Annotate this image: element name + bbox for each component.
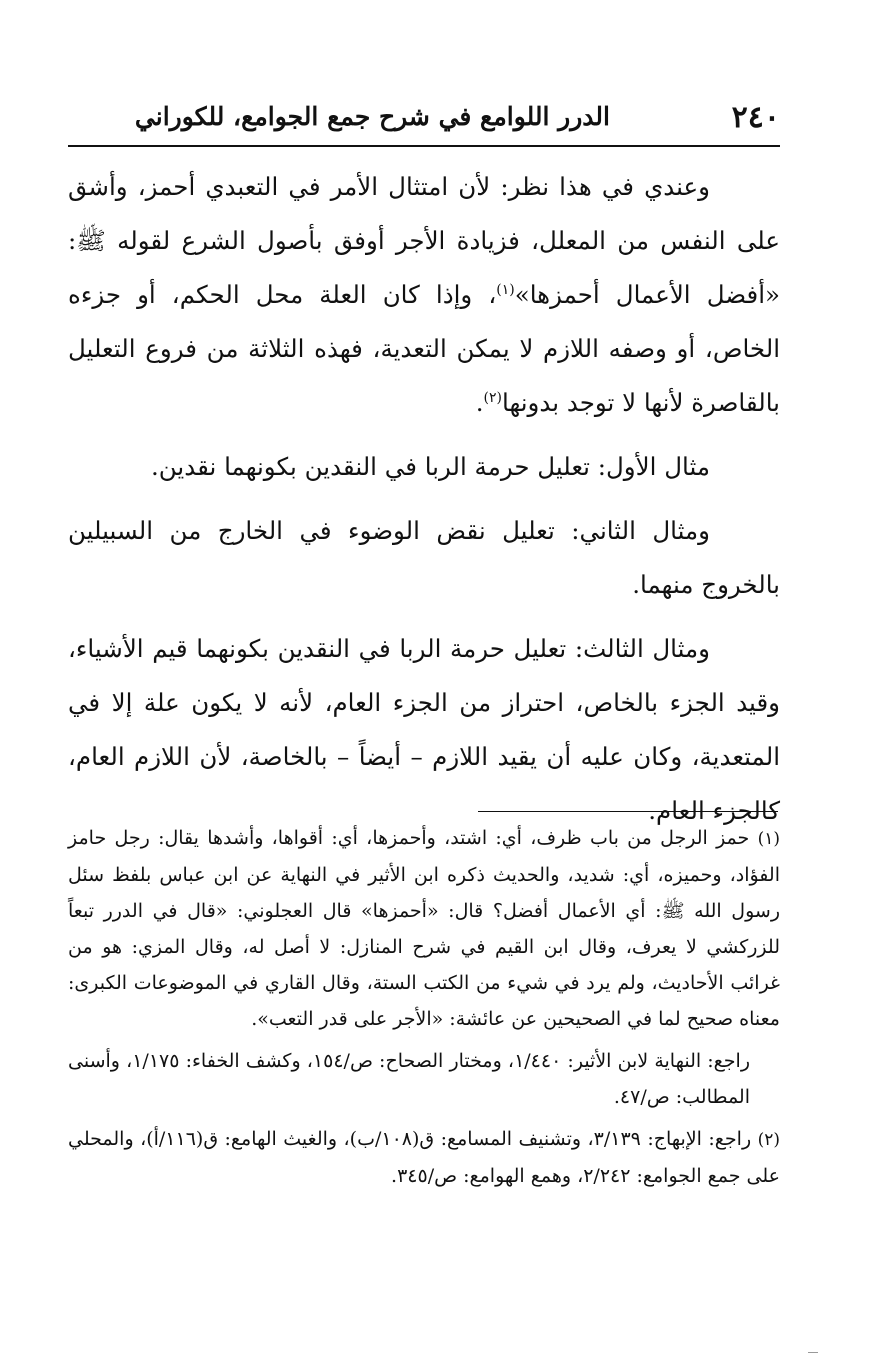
paragraph-3: ومثال الثاني: تعليل نقض الوضوء في الخارج من السبيلين بالخروج منهما. <box>68 516 780 599</box>
paragraph-1-text-a: وعندي في هذا نظر: لأن امتثال الأمر في التعبدي أحمز، وأشق على النفس من المعلل، فزيادة الأجر أوفق بأصول الشرع لقوله ﷺ: «أفضل الأعمال أحمزها» <box>68 172 780 309</box>
footnote-2-number: (٢) <box>757 1130 780 1150</box>
header-rule <box>68 145 780 147</box>
scan-mark <box>808 1352 818 1356</box>
page-number: ٢٤٠ <box>731 100 780 135</box>
footnote-1-references: راجع: النهاية لابن الأثير: ١/٤٤٠، ومختار الصحاح: ص/١٥٤، وكشف الخفاء: ١/١٧٥، وأسنى المطالب: ص/٤٧. <box>68 1050 750 1108</box>
footnote-1-number: (١) <box>757 829 780 849</box>
page-header <box>68 100 780 140</box>
footnote-1 <box>68 820 780 1037</box>
main-text <box>68 160 780 848</box>
paragraph-1-end: . <box>475 388 484 417</box>
footnote-2-text: راجع: الإبهاج: ٣/١٣٩، وتشنيف المسامع: ق(١٠٨/ب)، والغيث الهامع: ق(١١٦/أ)، والمحلي على جمع الجوامع: ٢/٢٤٢، وهمع الهوامع: ص/٣٤٥. <box>68 1128 780 1187</box>
footnotes <box>68 820 780 1200</box>
paragraph-2: مثال الأول: تعليل حرمة الربا في النقدين بكونهما نقدين. <box>150 452 710 481</box>
running-title: الدرر اللوامع في شرح جمع الجوامع، للكوراني <box>134 102 610 131</box>
paragraph-4: ومثال الثالث: تعليل حرمة الربا في النقدين بكونهما قيم الأشياء، وقيد الجزء بالخاص، احتراز من الجزء العام، لأنه لا يكون علة إلا في المتعدية، وكان عليه أن يقيد اللازم – أيضاً – بالخاصة، لأن اللازم العام، كالجزء العام. <box>68 634 780 825</box>
footnote-ref-2[interactable]: (٢) <box>483 389 502 406</box>
paragraph-1 <box>68 160 780 430</box>
footnote-1-text: حمز الرجل من باب ظرف، أي: اشتد، وأحمزها، أي: أقواها، وأشدها يقال: رجل حامز الفؤاد، وحميزه، أي: شديد، والحديث ذكره ابن الأثير في النهاية عن ابن عباس بلفظ سئل رسول الله ﷺ: أي الأعمال أفضل؟ قال: «أحمزها» قال العجلوني: «قال في الدرر تبعاً للزركشي لا يعرف، وقال ابن القيم في شرح المنازل: لا أصل له، وقال المزي: هو من غرائب الأحاديث، ولم يرد في شيء من الكتب الستة، وقال القاري في الموضوعات الكبرى: معناه صحيح لما في الصحيحين عن عائشة: «الأجر على قدر التعب». <box>68 827 780 1030</box>
footnote-2 <box>68 1121 780 1194</box>
footnote-ref-1[interactable]: (١) <box>496 281 515 298</box>
footnote-separator <box>478 811 778 812</box>
paragraph-1-text-b: ، وإذا كان العلة محل الحكم، أو جزءه الخاص، أو وصفه اللازم لا يمكن التعدية، فهذه الثلاثة من فروع التعليل بالقاصرة لأنها لا توجد بدونها <box>68 280 780 417</box>
